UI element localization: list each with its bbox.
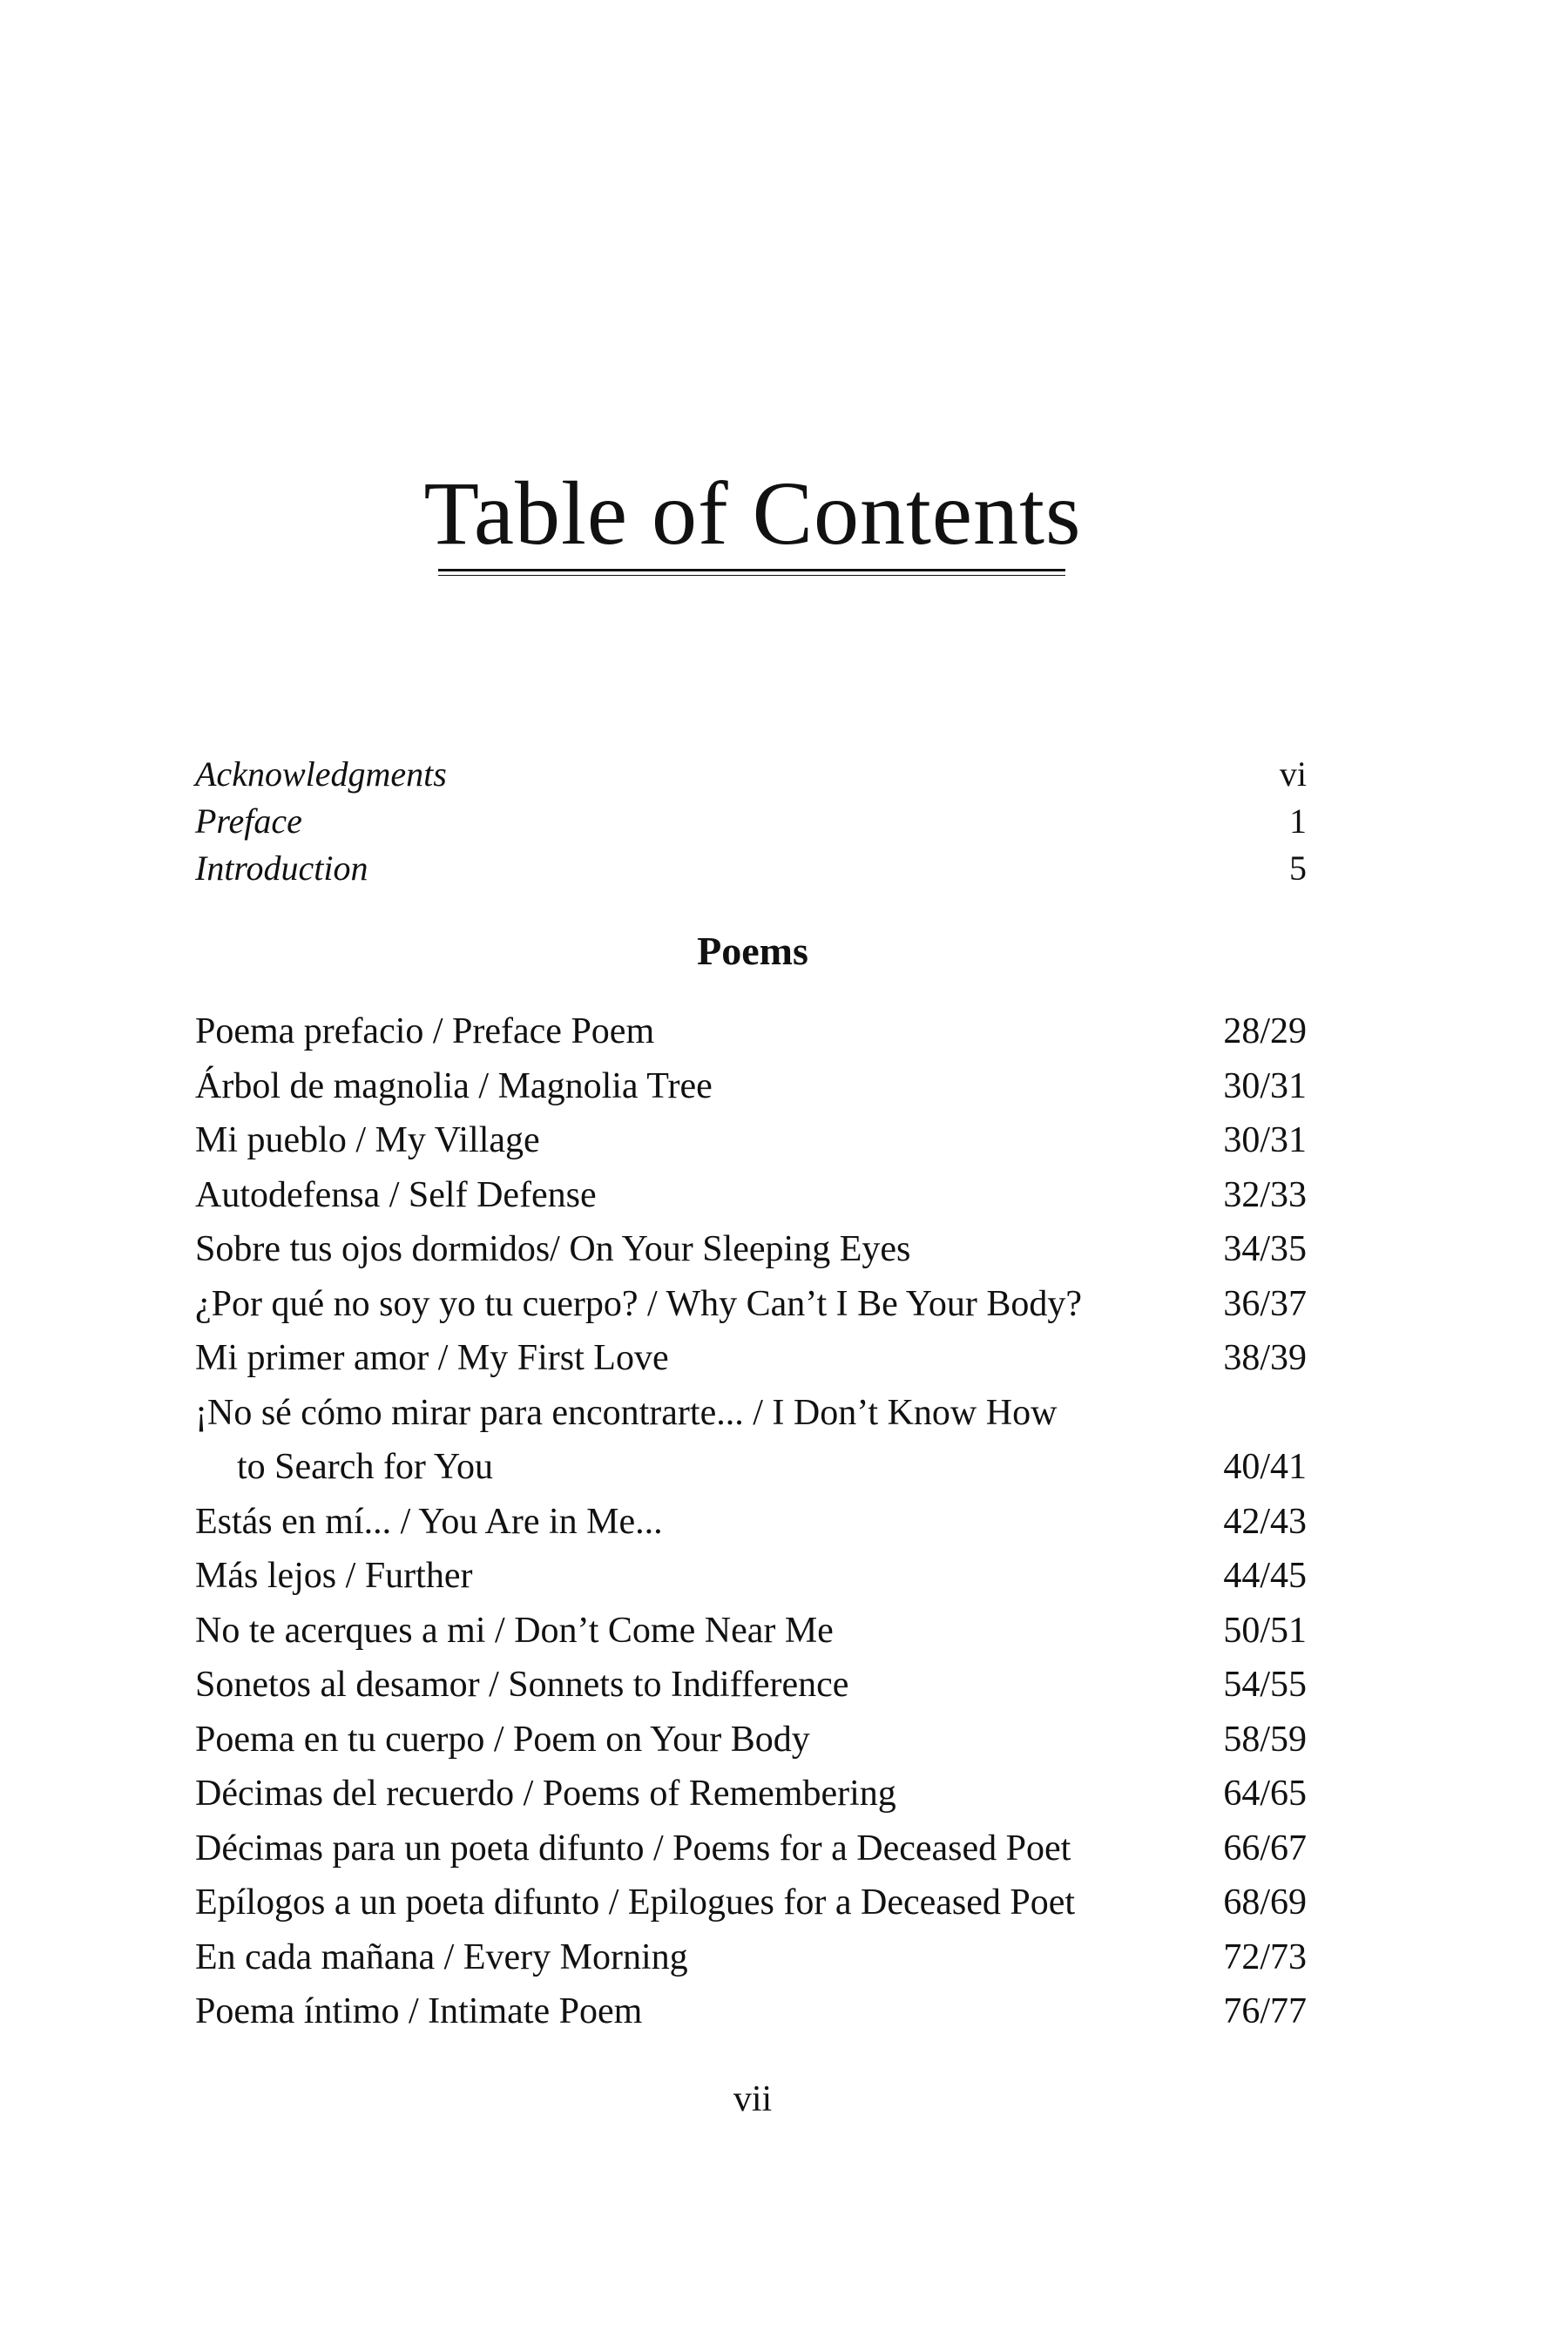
toc-entry-title: Sobre tus ojos dormidos/ On Your Sleeping Eyes [195,1229,911,1269]
front-matter-title: Introduction [195,848,368,888]
toc-entry-title: Epílogos a un poeta difunto / Epilogues for a Deceased Poet [195,1882,1076,1923]
toc-entry-title: Poema íntimo / Intimate Poem [195,1991,643,2031]
toc-entry-title: Árbol de magnolia / Magnolia Tree [195,1065,713,1106]
toc-entry[interactable] [195,1930,1307,1985]
toc-entry[interactable] [195,1604,1307,1659]
toc-entry-page: 44/45 [1223,1556,1307,1596]
toc-entry-title [195,1386,1057,1495]
section-heading-poems: Poems [697,929,808,973]
toc-entry[interactable] [195,1222,1307,1277]
toc-entry[interactable] [195,1821,1307,1876]
toc-entry-page: 30/31 [1223,1120,1307,1160]
toc-entry[interactable] [195,1767,1307,1821]
front-matter-item[interactable] [195,751,1307,798]
front-matter-title: Preface [195,801,302,841]
toc-entry-page: 36/37 [1223,1283,1307,1324]
toc-entry-page: 64/65 [1223,1774,1307,1814]
title-double-rule [438,569,1065,576]
front-matter-page: 1 [1289,801,1307,841]
toc-entry-page: 76/77 [1223,1991,1307,2031]
toc-entry-title-continuation: to Search for You [237,1447,493,1487]
toc-entry-page: 32/33 [1223,1174,1307,1215]
toc-entry[interactable] [195,1984,1307,2039]
toc-entry-page: 42/43 [1223,1501,1307,1542]
toc-entry[interactable] [195,1331,1307,1386]
toc-entry-page: 30/31 [1223,1065,1307,1106]
toc-entry-title-line: ¡No sé cómo mirar para encontrarte... / I Don’t Know How [195,1392,1058,1433]
toc-entry-title: Mi pueblo / My Village [195,1120,540,1160]
toc-entry-title: Décimas para un poeta difunto / Poems for a Deceased Poet [195,1828,1071,1869]
toc-entry-page: 54/55 [1223,1665,1307,1705]
page-number: vii [733,2079,773,2119]
toc-entry[interactable] [195,1876,1307,1930]
toc-entry-title: En cada mañana / Every Morning [195,1936,688,1977]
toc-entry-title: Más lejos / Further [195,1556,473,1596]
toc-entry-title: Poema en tu cuerpo / Poem on Your Body [195,1719,810,1760]
toc-entry[interactable] [195,1059,1307,1114]
toc-entry[interactable] [195,1549,1307,1604]
toc-entry[interactable] [195,1277,1307,1332]
toc-entry-page: 38/39 [1223,1338,1307,1378]
toc-entry-page: 66/67 [1223,1828,1307,1869]
toc-entry[interactable] [195,1713,1307,1767]
toc-entry-page: 40/41 [1223,1447,1307,1487]
toc-entry-page: 28/29 [1223,1011,1307,1051]
front-matter-list [195,751,1307,892]
front-matter-item[interactable] [195,798,1307,845]
front-matter-item[interactable] [195,845,1307,892]
toc-entry-page: 58/59 [1223,1719,1307,1760]
toc-entry[interactable] [195,1495,1307,1550]
front-matter-page: 5 [1289,848,1307,888]
toc-entry-title: No te acerques a mi / Don’t Come Near Me [195,1610,834,1651]
toc-entry-page: 68/69 [1223,1882,1307,1923]
page-title: Table of Contents [423,463,1082,564]
toc-entry[interactable] [195,1113,1307,1168]
front-matter-page: vi [1279,754,1307,794]
toc-entry-title: Sonetos al desamor / Sonnets to Indifference [195,1665,849,1705]
toc-entry-title: ¿Por qué no soy yo tu cuerpo? / Why Can’t I Be Your Body? [195,1283,1083,1324]
toc-entry-title: Poema prefacio / Preface Poem [195,1011,655,1051]
toc-entry[interactable] [195,1658,1307,1713]
poems-list [195,1004,1307,2039]
toc-entry-title: Décimas del recuerdo / Poems of Remembering [195,1774,896,1814]
toc-entry[interactable] [195,1168,1307,1223]
toc-entry[interactable] [195,1004,1307,1059]
toc-entry-page: 50/51 [1223,1610,1307,1651]
toc-entry-title: Mi primer amor / My First Love [195,1338,669,1378]
toc-entry-page: 72/73 [1223,1936,1307,1977]
toc-entry-page: 34/35 [1223,1229,1307,1269]
toc-entry-title: Autodefensa / Self Defense [195,1174,597,1215]
front-matter-title: Acknowledgments [195,754,447,794]
toc-entry[interactable] [195,1386,1307,1495]
toc-entry-title: Estás en mí... / You Are in Me... [195,1501,663,1542]
